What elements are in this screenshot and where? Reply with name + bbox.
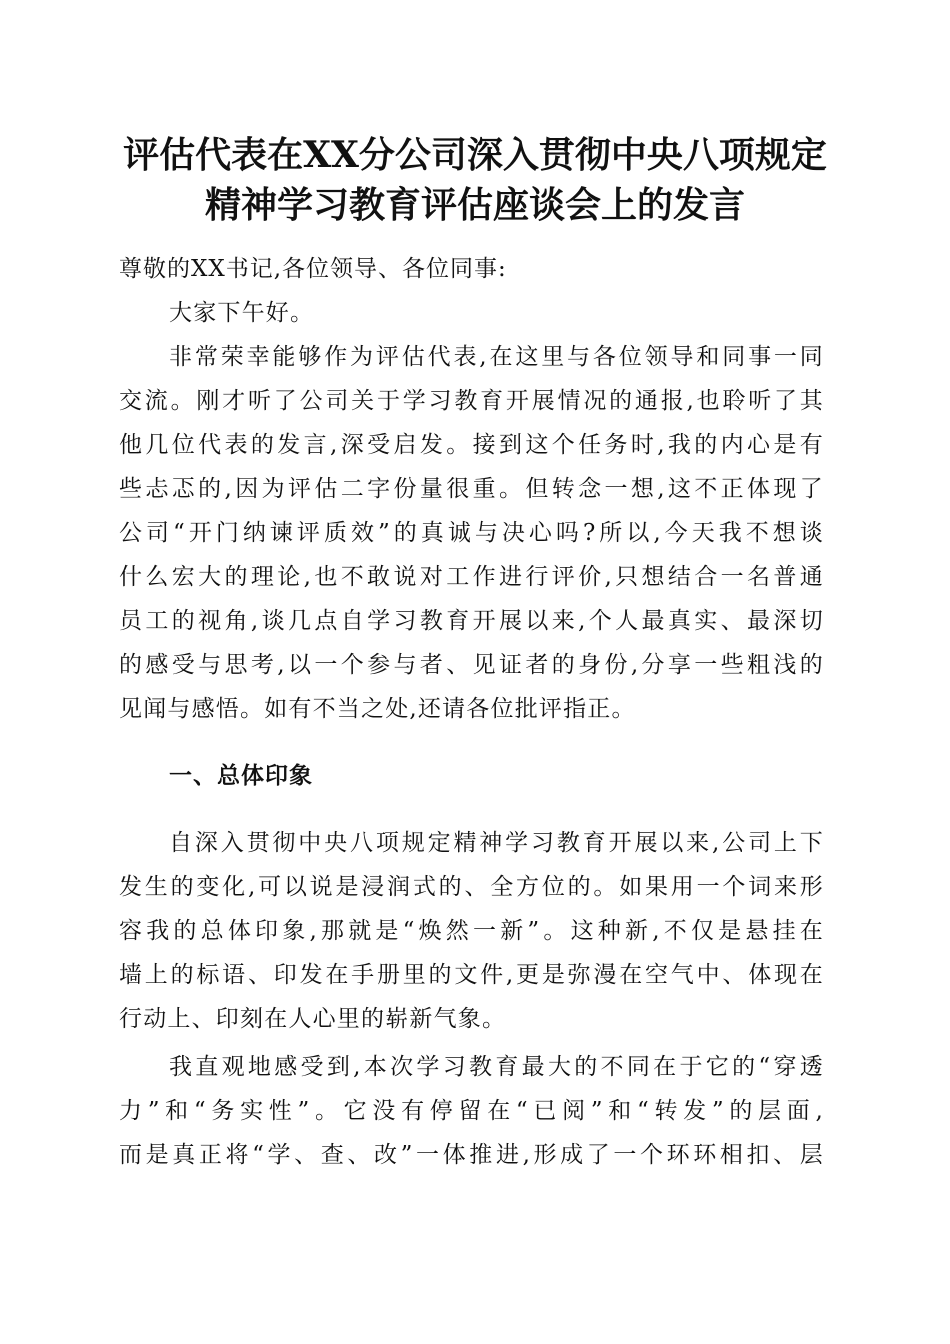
intro-paragraph	[119, 335, 824, 731]
title-line-1: 评估代表在XX分公司深入贯彻中央八项规定	[123, 134, 827, 176]
intro-line-1: 非常荣幸能够作为评估代表,在这里与各位领导和同事一同	[169, 344, 824, 370]
intro-line-4: 些忐忑的,因为评估二字份量很重。但转念一想,这不正体现了	[119, 476, 824, 502]
section-p1-line-3: 容我的总体印象,那就是“焕然一新”。这种新,不仅是悬挂在	[119, 918, 824, 944]
greeting: 大家下午好。	[169, 300, 315, 326]
intro-line-3: 他几位代表的发言,深受启发。接到这个任务时,我的内心是有	[119, 432, 824, 458]
document-body	[119, 247, 824, 1177]
section-p1-line-2: 发生的变化,可以说是浸润式的、全方位的。如果用一个词来形	[119, 874, 824, 900]
section-p1-line-5: 行动上、印刻在人心里的崭新气象。	[119, 1006, 507, 1032]
section-p2-line-3: 而是真正将“学、查、改”一体推进,形成了一个环环相扣、层	[119, 1142, 824, 1168]
section-p2-line-2: 力”和“务实性”。它没有停留在“已阅”和“转发”的层面,	[119, 1098, 824, 1124]
intro-line-5: 公司“开门纳谏评质效”的真诚与决心吗?所以,今天我不想谈	[119, 520, 824, 546]
title-line-2: 精神学习教育评估座谈会上的发言	[204, 184, 745, 226]
intro-line-2: 交流。刚才听了公司关于学习教育开展情况的通报,也聆听了其	[119, 388, 824, 414]
section-paragraph-2	[119, 1045, 824, 1177]
section-p1-line-1: 自深入贯彻中央八项规定精神学习教育开展以来,公司上下	[169, 830, 824, 856]
intro-line-6: 什么宏大的理论,也不敢说对工作进行评价,只想结合一名普通	[119, 564, 824, 590]
intro-line-7: 员工的视角,谈几点自学习教育开展以来,个人最真实、最深切	[119, 608, 824, 634]
section-paragraph-1	[119, 821, 824, 1041]
intro-line-8: 的感受与思考,以一个参与者、见证者的身份,分享一些粗浅的	[119, 652, 824, 678]
document-title	[115, 130, 835, 230]
intro-line-9: 见闻与感悟。如有不当之处,还请各位批评指正。	[119, 696, 636, 722]
section-p2-line-1: 我直观地感受到,本次学习教育最大的不同在于它的“穿透	[169, 1054, 824, 1080]
section-heading: 一、总体印象	[169, 763, 313, 789]
section-p1-line-4: 墙上的标语、印发在手册里的文件,更是弥漫在空气中、体现在	[119, 962, 824, 988]
salutation: 尊敬的XX书记,各位领导、各位同事:	[119, 256, 507, 282]
